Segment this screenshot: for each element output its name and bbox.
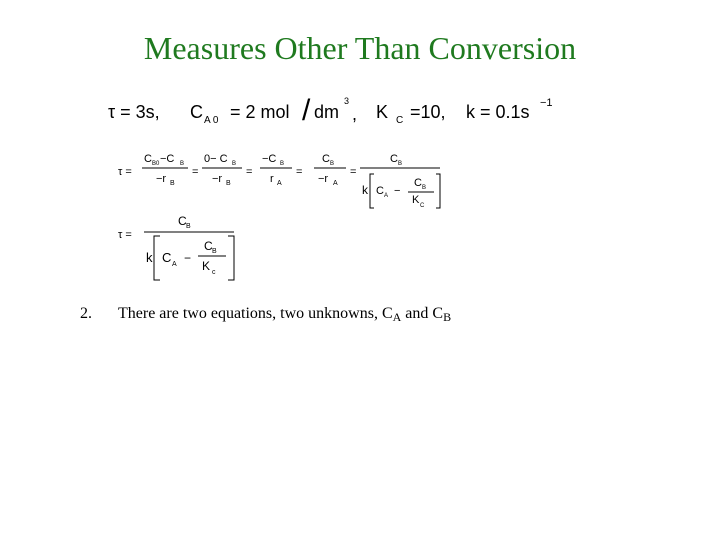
frac5-den-kc: K [412, 194, 420, 206]
frac1-numerator: C [144, 153, 152, 165]
point-sub-b: B [443, 310, 452, 324]
frac5-right-bracket [436, 174, 440, 208]
frac3-denominator: r [270, 173, 274, 185]
kc-value: =10, [410, 102, 446, 122]
tau-equals: τ = [118, 166, 132, 178]
point-sub-a: A [392, 310, 402, 324]
point-text-before: There are two equations, two unknowns, C [118, 305, 393, 322]
solved-den-minus: − [184, 251, 192, 265]
k-value: k = 0.1s [466, 102, 530, 122]
solved-left-bracket [154, 236, 160, 280]
solved-den-cb-sub: B [212, 248, 217, 255]
frac4-numerator: C [322, 153, 330, 165]
parameters-equation [108, 94, 553, 127]
slide-title: Measures Other Than Conversion [143, 30, 577, 66]
frac3-den-sub: A [277, 180, 282, 187]
frac5-num-sub: B [398, 161, 403, 167]
equals-4: = [350, 166, 357, 178]
ca0-subscript: A 0 [204, 115, 219, 126]
solved-den-kc: K [202, 259, 211, 273]
frac1-num-sub: B0 [152, 161, 160, 167]
solved-den-k: k [146, 250, 153, 265]
equals-2: = [246, 166, 253, 178]
frac5-den-ca-sub: A [384, 193, 389, 199]
frac5-den-kc-sub: C [420, 203, 425, 209]
dm-unit: dm [314, 102, 340, 122]
frac1-den-sub: B [170, 180, 175, 187]
frac3-numerator: −C [262, 153, 277, 165]
k-exponent: −1 [540, 97, 553, 109]
frac5-den-cb-sub: B [422, 185, 427, 191]
equations-block [100, 90, 580, 290]
solved-num-sub: B [186, 223, 191, 230]
frac5-den-k: k [362, 183, 368, 197]
frac2-numerator: 0− C [204, 153, 228, 165]
ca0-value: = 2 mol [230, 102, 290, 122]
slash-symbol: / [302, 94, 311, 127]
frac4-num-sub: B [330, 161, 335, 167]
frac2-num-sub: B [232, 161, 237, 167]
ca0-symbol: C [190, 102, 203, 122]
frac1-denominator: −r [156, 173, 167, 185]
equations-svg [100, 90, 580, 290]
frac2-denominator: −r [212, 173, 223, 185]
comma: , [352, 104, 358, 124]
equals-1: = [192, 166, 199, 178]
frac5-den-minus: − [394, 185, 401, 197]
numbered-point [80, 303, 451, 328]
tau-equals-2: τ = [118, 229, 132, 241]
frac5-left-bracket [370, 174, 374, 208]
frac2-den-sub: B [226, 180, 231, 187]
frac4-den-sub: A [333, 180, 338, 187]
solved-right-bracket [228, 236, 234, 280]
frac1-num-rest: −C [160, 153, 175, 165]
solved-numerator: C [178, 214, 187, 228]
frac5-numerator: C [390, 153, 398, 165]
frac5-den-ca: C [376, 185, 384, 197]
solved-den-ca: C [162, 250, 172, 265]
frac5-den-cb: C [414, 177, 422, 189]
frac4-denominator: −r [318, 173, 329, 185]
kc-symbol: K [376, 102, 389, 122]
solved-den-ca-sub: A [172, 261, 177, 268]
point-number: 2. [80, 305, 92, 322]
tau-chain-equation [118, 153, 440, 209]
tau-solved-equation [118, 214, 234, 280]
solved-den-kc-sub: c [212, 269, 216, 276]
point-text-mid: and C [401, 305, 444, 322]
solved-den-cb: C [204, 239, 213, 253]
tau-value: τ = 3s, [108, 102, 160, 122]
frac3-num-sub: B [280, 161, 285, 167]
dm-exponent: 3 [344, 96, 350, 106]
frac1-num-sub2: B [180, 161, 185, 167]
kc-subscript: C [396, 115, 404, 126]
equals-3: = [296, 166, 303, 178]
point-text [118, 303, 451, 328]
